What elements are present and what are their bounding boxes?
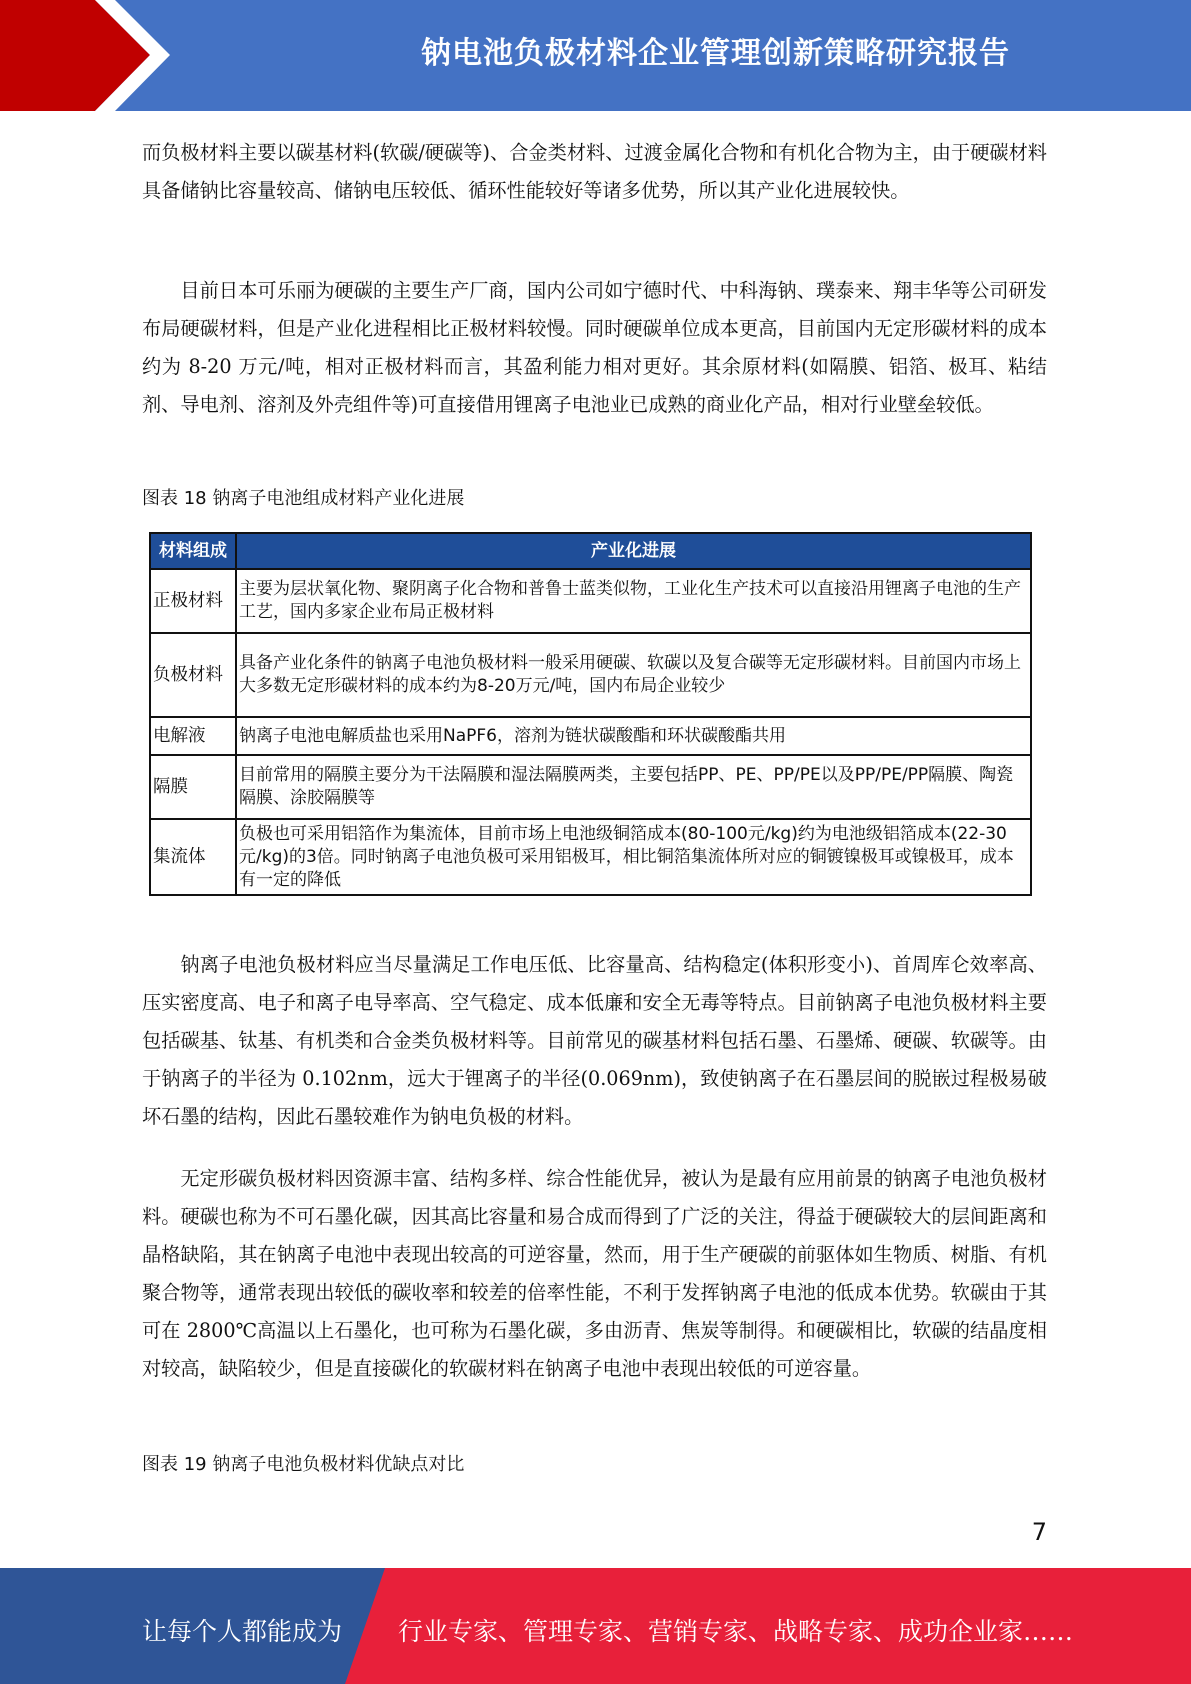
row-progress: 目前常用的隔膜主要分为干法隔膜和湿法隔膜两类，主要包括PP、PE、PP/PE以及PP/PE/PP隔膜、陶瓷隔膜、涂胶隔膜等 <box>236 755 1031 819</box>
header-progress: 产业化进展 <box>236 533 1031 569</box>
table-row <box>150 755 1031 819</box>
table-row <box>150 717 1031 755</box>
header-material: 材料组成 <box>150 533 236 569</box>
paragraph-2: 目前日本可乐丽为硬碳的主要生产厂商，国内公司如宁德时代、中科海钠、璞泰来、翔丰华等公司研发布局硬碳材料，但是产业化进程相比正极材料较慢。同时硬碳单位成本更高，目前国内无定形碳材料的成本约为 8-20 万元/吨，相对正极材料而言，其盈利能力相对更好。其余原材料(如隔膜、铝箔、极耳、粘结剂、导电剂、溶剂及外壳组件等)可直接借用锂离子电池业已成熟的商业化产品，相对行业壁垒较低。 <box>142 279 1047 416</box>
paragraph-3: 钠离子电池负极材料应当尽量满足工作电压低、比容量高、结构稳定(体积形变小)、首周库仑效率高、压实密度高、电子和离子电导率高、空气稳定、成本低廉和安全无毒等特点。目前钠离子电池负极材料主要包括碳基、钛基、有机类和合金类负极材料等。目前常见的碳基材料包括石墨、石墨烯、硬碳、软碳等。由于钠离子的半径为 0.102nm，远大于锂离子的半径(0.069nm)，致使钠离子在石墨层间的脱嵌过程极易破坏石墨的结构，因此石墨较难作为钠电负极的材料。 <box>142 953 1047 1128</box>
figure-18-caption: 图表 18 钠离子电池组成材料产业化进展 <box>142 488 465 509</box>
row-material: 集流体 <box>150 819 236 895</box>
row-progress: 主要为层状氧化物、聚阴离子化合物和普鲁士蓝类似物，工业化生产技术可以直接沿用锂离子电池的生产工艺，国内多家企业布局正极材料 <box>236 569 1031 633</box>
row-material: 电解液 <box>150 717 236 755</box>
industrialization-table <box>149 532 1032 896</box>
table-row <box>150 569 1031 633</box>
footer-slogan-left: 让每个人都能成为 <box>142 1617 343 1646</box>
row-progress: 负极也可采用铝箔作为集流体，目前市场上电池级铜箔成本(80-100元/kg)约为电池级铝箔成本(22-30元/kg)的3倍。同时钠离子电池负极可采用铝极耳，相比铜箔集流体所对应的铜镀镍极耳或镍极耳，成本有一定的降低 <box>236 819 1031 895</box>
row-progress: 钠离子电池电解质盐也采用NaPF6，溶剂为链状碳酸酯和环状碳酸酯共用 <box>236 717 1031 755</box>
report-title: 钠电池负极材料企业管理创新策略研究报告 <box>421 36 1010 71</box>
row-material: 负极材料 <box>150 633 236 717</box>
row-material: 正极材料 <box>150 569 236 633</box>
table-row <box>150 819 1031 895</box>
paragraph-4: 无定形碳负极材料因资源丰富、结构多样、综合性能优异，被认为是最有应用前景的钠离子电池负极材料。硬碳也称为不可石墨化碳，因其高比容量和易合成而得到了广泛的关注，得益于硬碳较大的层间距离和晶格缺陷，其在钠离子电池中表现出较高的可逆容量，然而，用于生产硬碳的前驱体如生物质、树脂、有机聚合物等，通常表现出较低的碳收率和较差的倍率性能，不利于发挥钠离子电池的低成本优势。软碳由于其可在 2800℃高温以上石墨化，也可称为石墨化碳，多由沥青、焦炭等制得。和硬碳相比，软碳的结晶度相对较高，缺陷较少，但是直接碳化的软碳材料在钠离子电池中表现出较低的可逆容量。 <box>142 1167 1047 1380</box>
row-material: 隔膜 <box>150 755 236 819</box>
page-footer <box>0 1568 1191 1684</box>
paragraph-1: 而负极材料主要以碳基材料(软碳/硬碳等)、合金类材料、过渡金属化合物和有机化合物为主，由于硬碳材料具备储钠比容量较高、储钠电压较低、循环性能较好等诸多优势，所以其产业化进展较快。 <box>142 141 1047 202</box>
row-progress: 具备产业化条件的钠离子电池负极材料一般采用硬碳、软碳以及复合碳等无定形碳材料。目前国内市场上大多数无定形碳材料的成本约为8-20万元/吨，国内布局企业较少 <box>236 633 1031 717</box>
header-arrow-decoration <box>0 0 240 111</box>
page-header <box>0 0 1191 111</box>
footer-slogan-right: 行业专家、管理专家、营销专家、战略专家、成功企业家…… <box>398 1617 1074 1646</box>
table-row <box>150 633 1031 717</box>
table-header-row <box>150 533 1031 569</box>
page-number: 7 <box>1031 1518 1047 1546</box>
figure-19-caption: 图表 19 钠离子电池负极材料优缺点对比 <box>142 1454 465 1475</box>
